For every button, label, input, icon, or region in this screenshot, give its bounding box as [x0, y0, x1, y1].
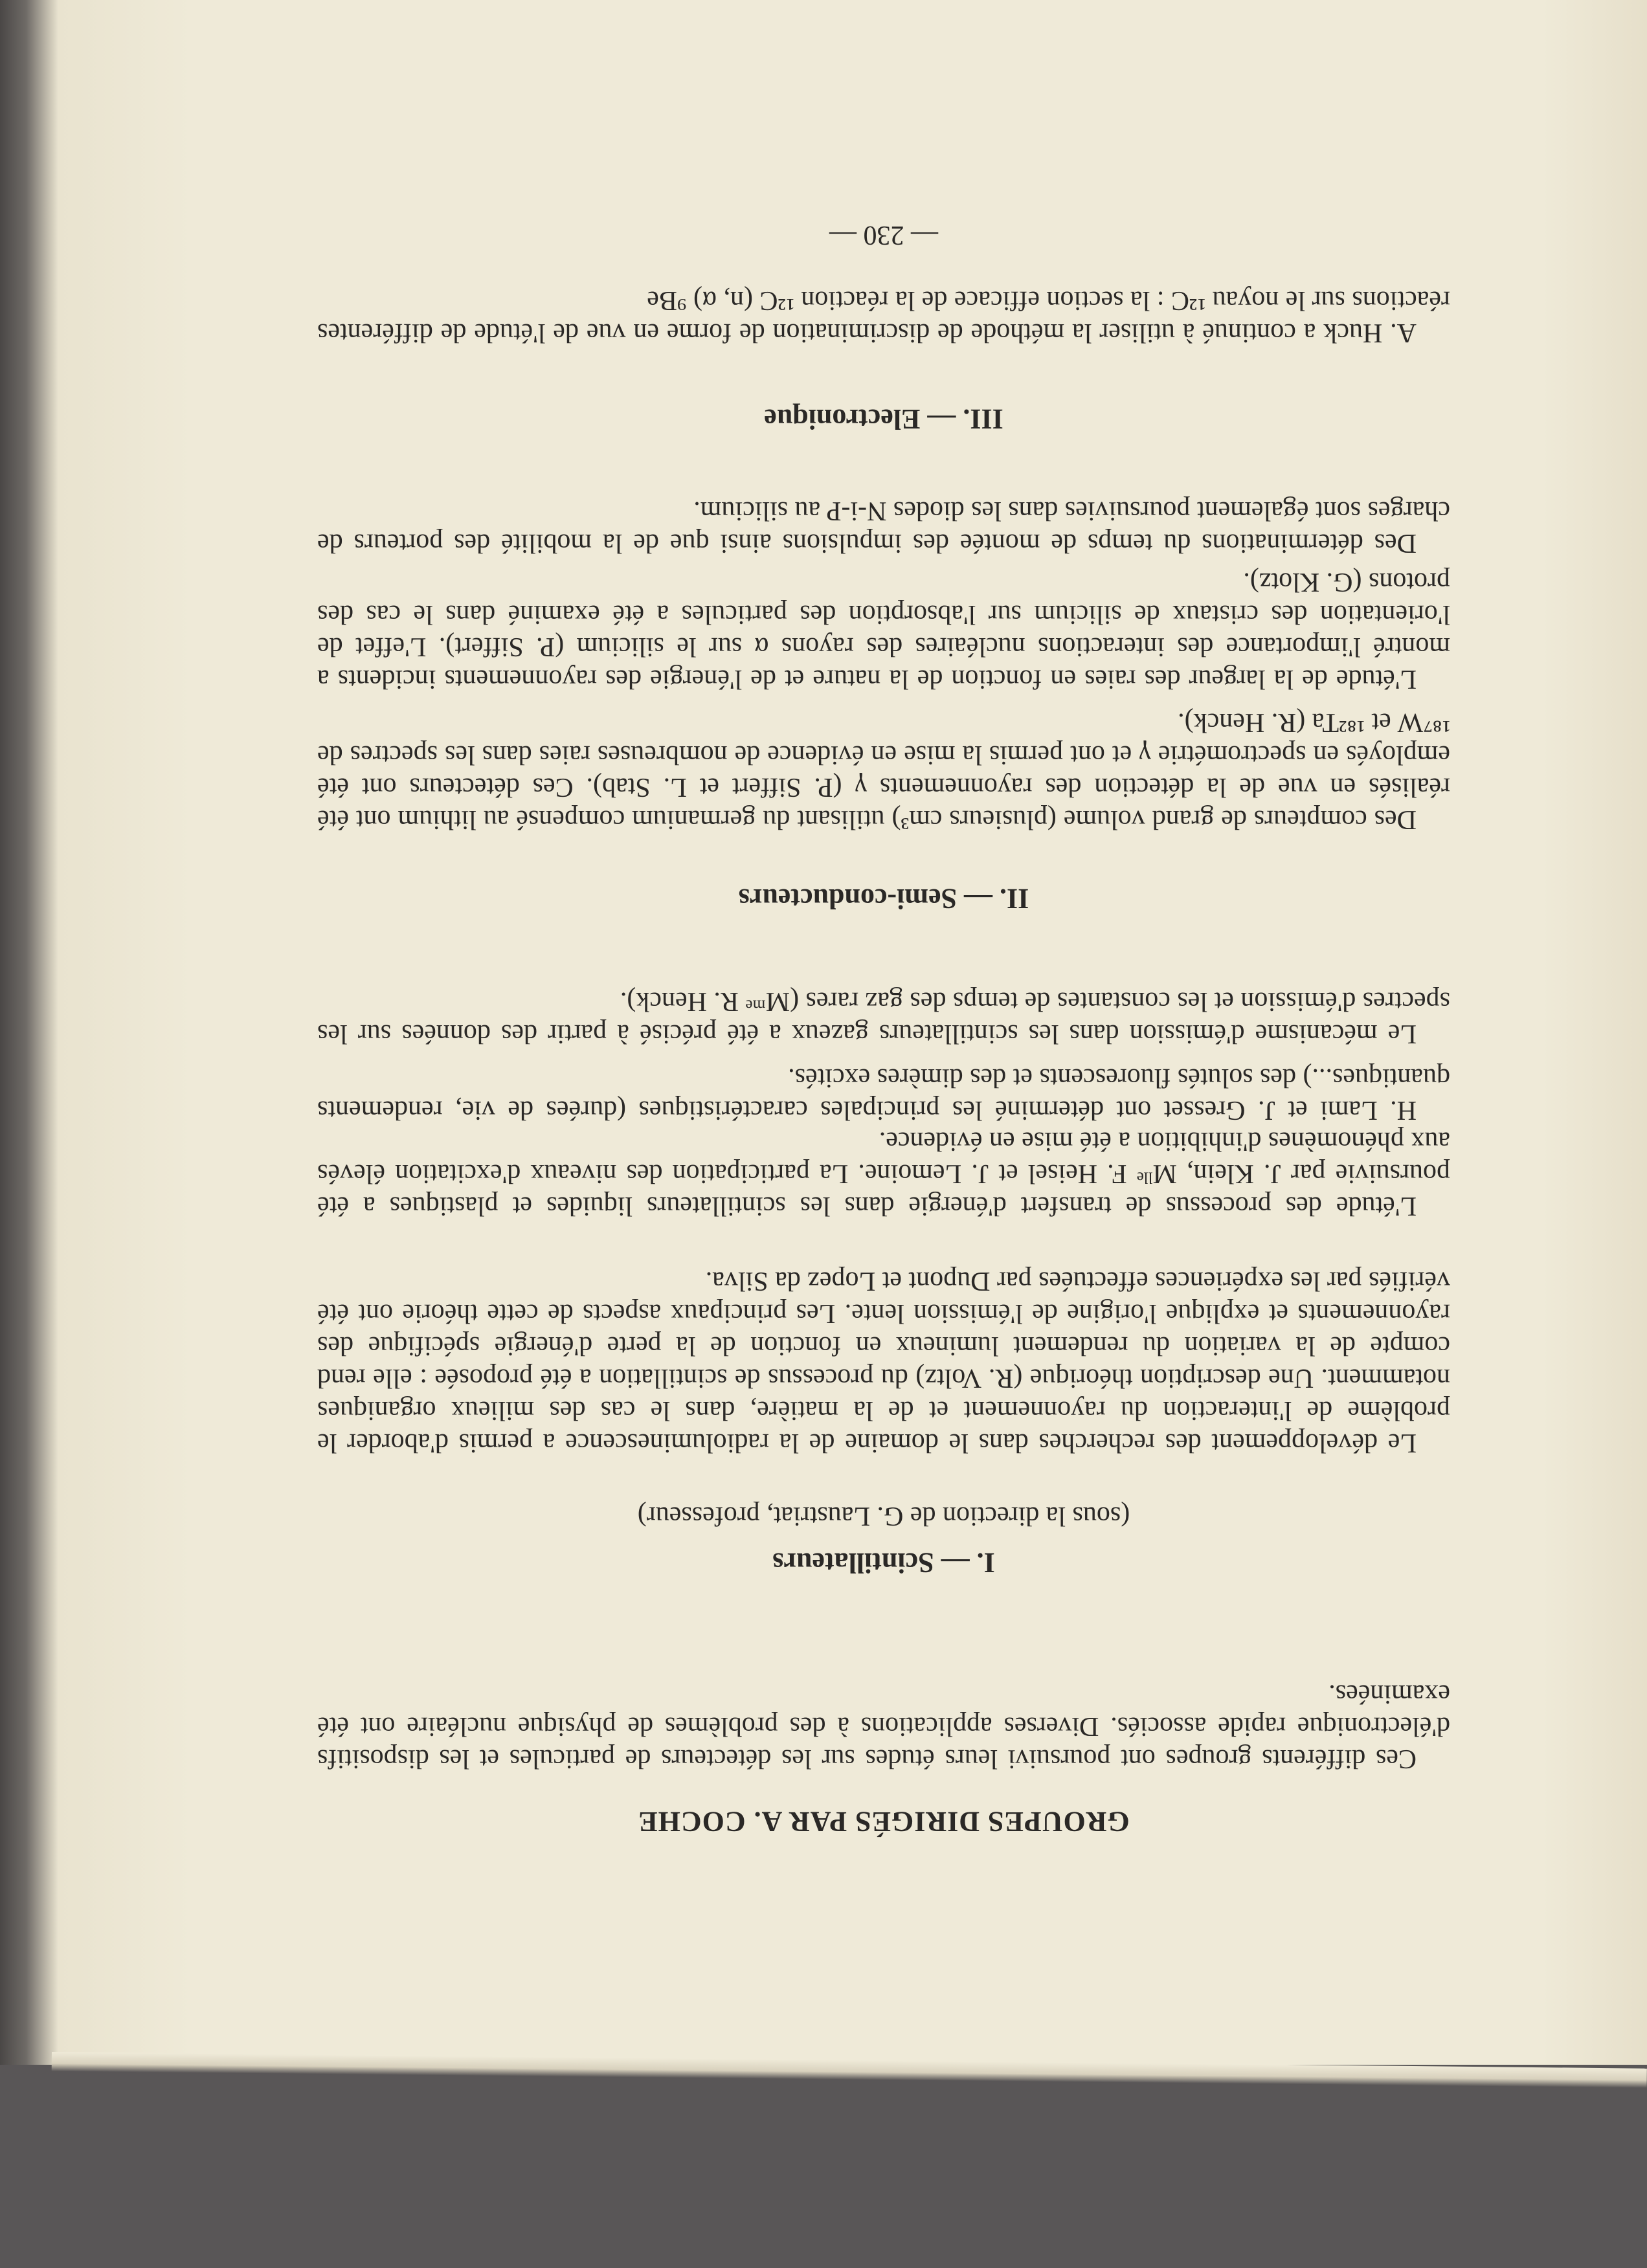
paragraph-text: Le mécanisme d'émission dans les scintillateurs gazeux a été précisé à partir des données sur les spectres d'émission et les constantes de temps des gaz rares (Mᵐᵉ R. Henck).	[317, 986, 1450, 1049]
paragraph	[317, 566, 1450, 695]
page-number: — 230 —	[829, 220, 938, 250]
paragraph-text: L'étude de la largeur des raies en fonction de la nature et de l'énergie des rayonnements incidents a montré l'importance des interactions nucléaires des rayons α sur le silicium (P. Siffert). L'effet de l'orientation des cristaux de silicium sur l'absorption des particules a été examiné dans le cas des protons (G. Klotz).	[317, 567, 1450, 694]
paragraph	[317, 495, 1450, 559]
paragraph	[317, 1265, 1450, 1459]
intro-paragraph	[317, 1678, 1450, 1775]
paragraph-text: H. Lami et J. Gresset ont déterminé les principales caractéristiques (durées de vie, rendements quantiques...) des solutés fluorescents et des dimères excités.	[317, 1063, 1450, 1125]
paragraph	[317, 1125, 1450, 1222]
paragraph-text: Des déterminations du temps de montée des impulsions ainsi que de la mobilité des porteurs de charges sont également poursuivies dans les diodes N-i-P au silicium.	[317, 496, 1450, 558]
paragraph	[317, 985, 1450, 1050]
page-title: GROUPES DIRIGÉS PAR A. COCHE	[638, 1806, 1130, 1838]
paragraph	[317, 284, 1450, 349]
paragraph-text: Des compteurs de grand volume (plusieurs cm³) utilisant du germanium compensé au lithium ont été réalisés en vue de la détection des rayonnements γ (P. Siffert et L. Stab). Ces détecteurs ont été employés en spectrométrie γ et ont permis la mise en évidence de nombreuses raies dans les spectres de ¹⁸⁷W et ¹⁸²Ta (R. Henck).	[317, 707, 1450, 834]
paragraph-text: L'étude des processus de transfert d'énergie dans les scintillateurs liquides et plastiques a été poursuivie par J. Klein, Mˡˡᵉ F. Heisel et J. Lemoine. La participation des niveaux d'excitation élevés aux phénomènes d'inhibition a été mise en évidence.	[317, 1126, 1450, 1221]
paragraph-text: Le développement des recherches dans le domaine de la radioluminescence a permis d'aborder le problème de l'interaction du rayonnement et de la matière, dans le cas des milieux organiques notamment. Une description théorique (R. Voltz) du processus de scintillation a été proposée : elle rend compte de la variation du rendement lumineux en fonction de la perte d'énergie spécifique des rayonnements et explique l'origine de l'émission lente. Les principaux aspects de cette théorie ont été vérifiés par les expériences effectuées par Dupont et Lopez da Silva.	[317, 1266, 1450, 1458]
section-heading-electronique: III. — Electronique	[764, 403, 1003, 435]
section-heading-semi-conducteurs: II. — Semi-conducteurs	[738, 883, 1029, 915]
section-subtitle: (sous la direction de G. Laustriat, professeur)	[637, 1501, 1130, 1531]
paragraph	[317, 706, 1450, 836]
paragraph: Ces différents groupes ont poursuivi leurs études sur les détecteurs de particules et les dispositifs d'électronique rapide associés. Diverses applications à des problèmes de physique nucléaire ont été examinées.	[317, 1679, 1450, 1773]
section-heading-scintillateurs: I. — Scintillateurs	[772, 1547, 995, 1579]
paragraph	[317, 1062, 1450, 1126]
paragraph-text: A. Huck a continué à utiliser la méthode de discrimination de forme en vue de l'étude de différentes réactions sur le noyau ¹²C : la section efficace de la réaction ¹²C (n, α) ⁹Be	[317, 285, 1450, 348]
